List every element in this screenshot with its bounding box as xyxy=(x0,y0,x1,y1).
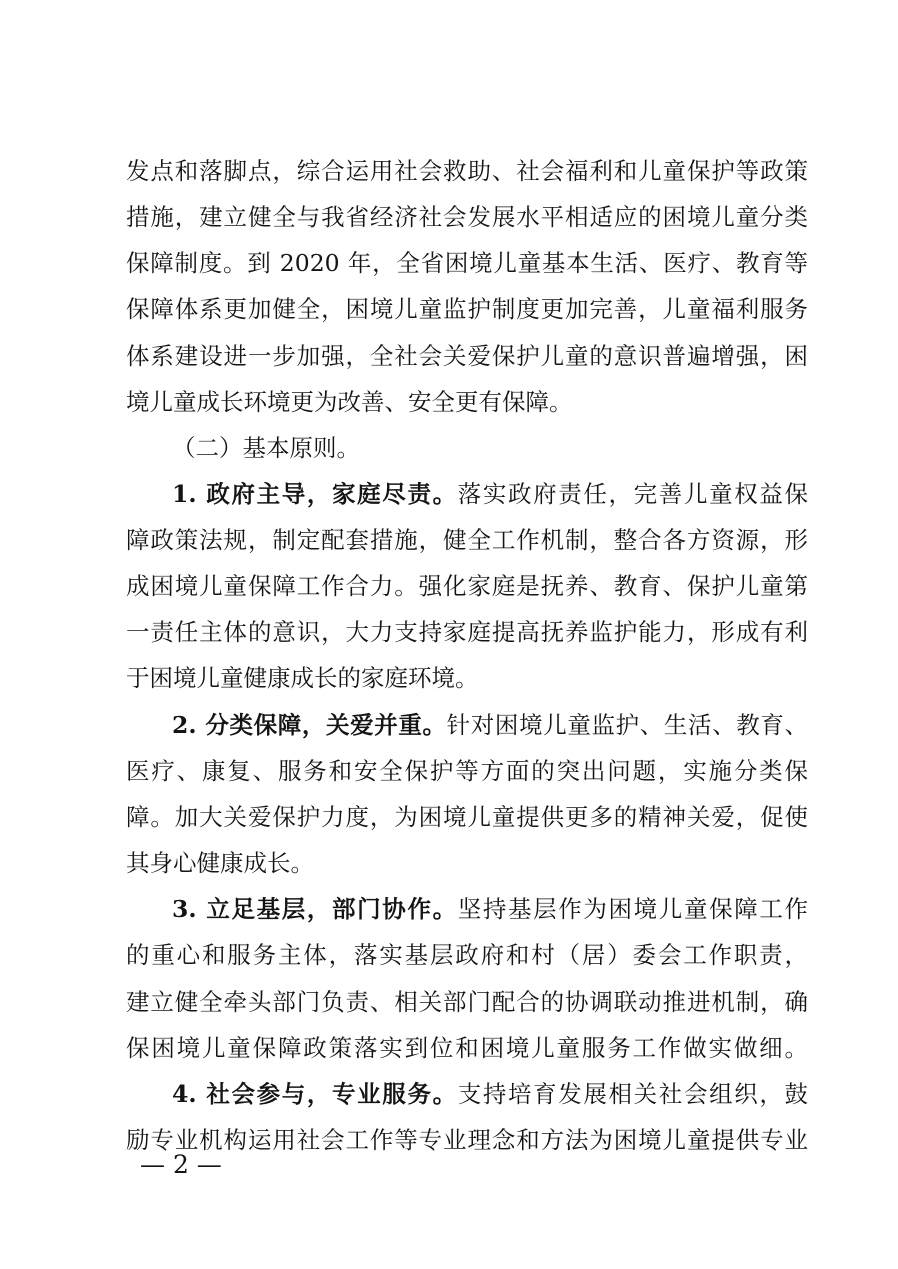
text-line-content: 针对困境儿童监护、生活、教育、 xyxy=(446,711,809,739)
text-line xyxy=(0,286,898,332)
principle-2-heading: 2. 分类保障，关爱并重。 xyxy=(172,711,447,739)
text-line xyxy=(0,979,898,1025)
text-line-content: 体系建设进一步加强，全社会关爱保护儿童的意识普遍增强，困 xyxy=(126,342,808,370)
text-line-content: 坚持基层作为困境儿童保障工作 xyxy=(457,895,808,923)
text-line-content: 障政策法规，制定配套措施，健全工作机制，整合各方资源，形 xyxy=(126,526,808,554)
principle-4-first-line xyxy=(0,1071,898,1117)
text-line xyxy=(0,517,898,563)
text-line xyxy=(0,840,898,886)
section-heading xyxy=(0,425,898,471)
text-line-content: 支持培育发展相关社会组织，鼓 xyxy=(457,1080,808,1108)
text-line-content: 的重心和服务主体，落实基层政府和村（居）委会工作职责， xyxy=(126,941,808,969)
section-heading-text: （二）基本原则。 xyxy=(172,434,360,462)
text-line xyxy=(0,932,898,978)
text-line-content: 障。加大关爱保护力度，为困境儿童提供更多的精神关爱，促使 xyxy=(126,803,808,831)
text-line xyxy=(0,333,898,379)
text-line-content: 保困境儿童保障政策落实到位和困境儿童服务工作做实做细。 xyxy=(126,1034,808,1062)
text-line xyxy=(0,1117,898,1163)
text-line xyxy=(0,563,898,609)
page-number: — 2 — xyxy=(140,1150,222,1179)
text-line xyxy=(0,794,898,840)
text-line-content: 建立健全牵头部门负责、相关部门配合的协调联动推进机制，确 xyxy=(126,988,808,1016)
text-line xyxy=(0,1025,898,1071)
principle-1-heading: 1. 政府主导，家庭尽责。 xyxy=(172,480,458,508)
text-line xyxy=(0,194,898,240)
principle-2-first-line xyxy=(0,702,898,748)
text-line xyxy=(0,748,898,794)
text-line-content: 一责任主体的意识，大力支持家庭提高抚养监护能力，形成有利 xyxy=(126,618,808,646)
text-line-content: 医疗、康复、服务和安全保护等方面的突出问题，实施分类保 xyxy=(126,757,808,785)
text-line-content: 措施，建立健全与我省经济社会发展水平相适应的困境儿童分类 xyxy=(126,203,808,231)
text-line xyxy=(0,379,898,425)
text-line xyxy=(0,609,898,655)
principle-3-first-line xyxy=(0,886,898,932)
text-line-content: 保障制度。到 2020 年，全省困境儿童基本生活、医疗、教育等 xyxy=(126,249,808,277)
text-line xyxy=(0,240,898,286)
text-line-content: 境儿童成长环境更为改善、安全更有保障。 xyxy=(126,388,573,416)
principle-1-first-line xyxy=(0,471,898,517)
text-line-content: 落实政府责任，完善儿童权益保 xyxy=(457,480,808,508)
principle-4-heading: 4. 社会参与，专业服务。 xyxy=(172,1080,458,1108)
text-line xyxy=(0,655,898,701)
text-line-content: 成困境儿童保障工作合力。强化家庭是抚养、教育、保护儿童第 xyxy=(126,572,808,600)
text-line-content: 于困境儿童健康成长的家庭环境。 xyxy=(126,664,479,692)
text-line-content: 发点和落脚点，综合运用社会救助、社会福利和儿童保护等政策 xyxy=(126,157,808,185)
text-line-content: 其身心健康成长。 xyxy=(126,849,314,877)
text-line-content: 励专业机构运用社会工作等专业理念和方法为困境儿童提供专业 xyxy=(126,1126,808,1154)
principle-3-heading: 3. 立足基层，部门协作。 xyxy=(172,895,458,923)
text-line-content: 保障体系更加健全，困境儿童监护制度更加完善，儿童福利服务 xyxy=(126,295,808,323)
text-line xyxy=(0,148,898,194)
